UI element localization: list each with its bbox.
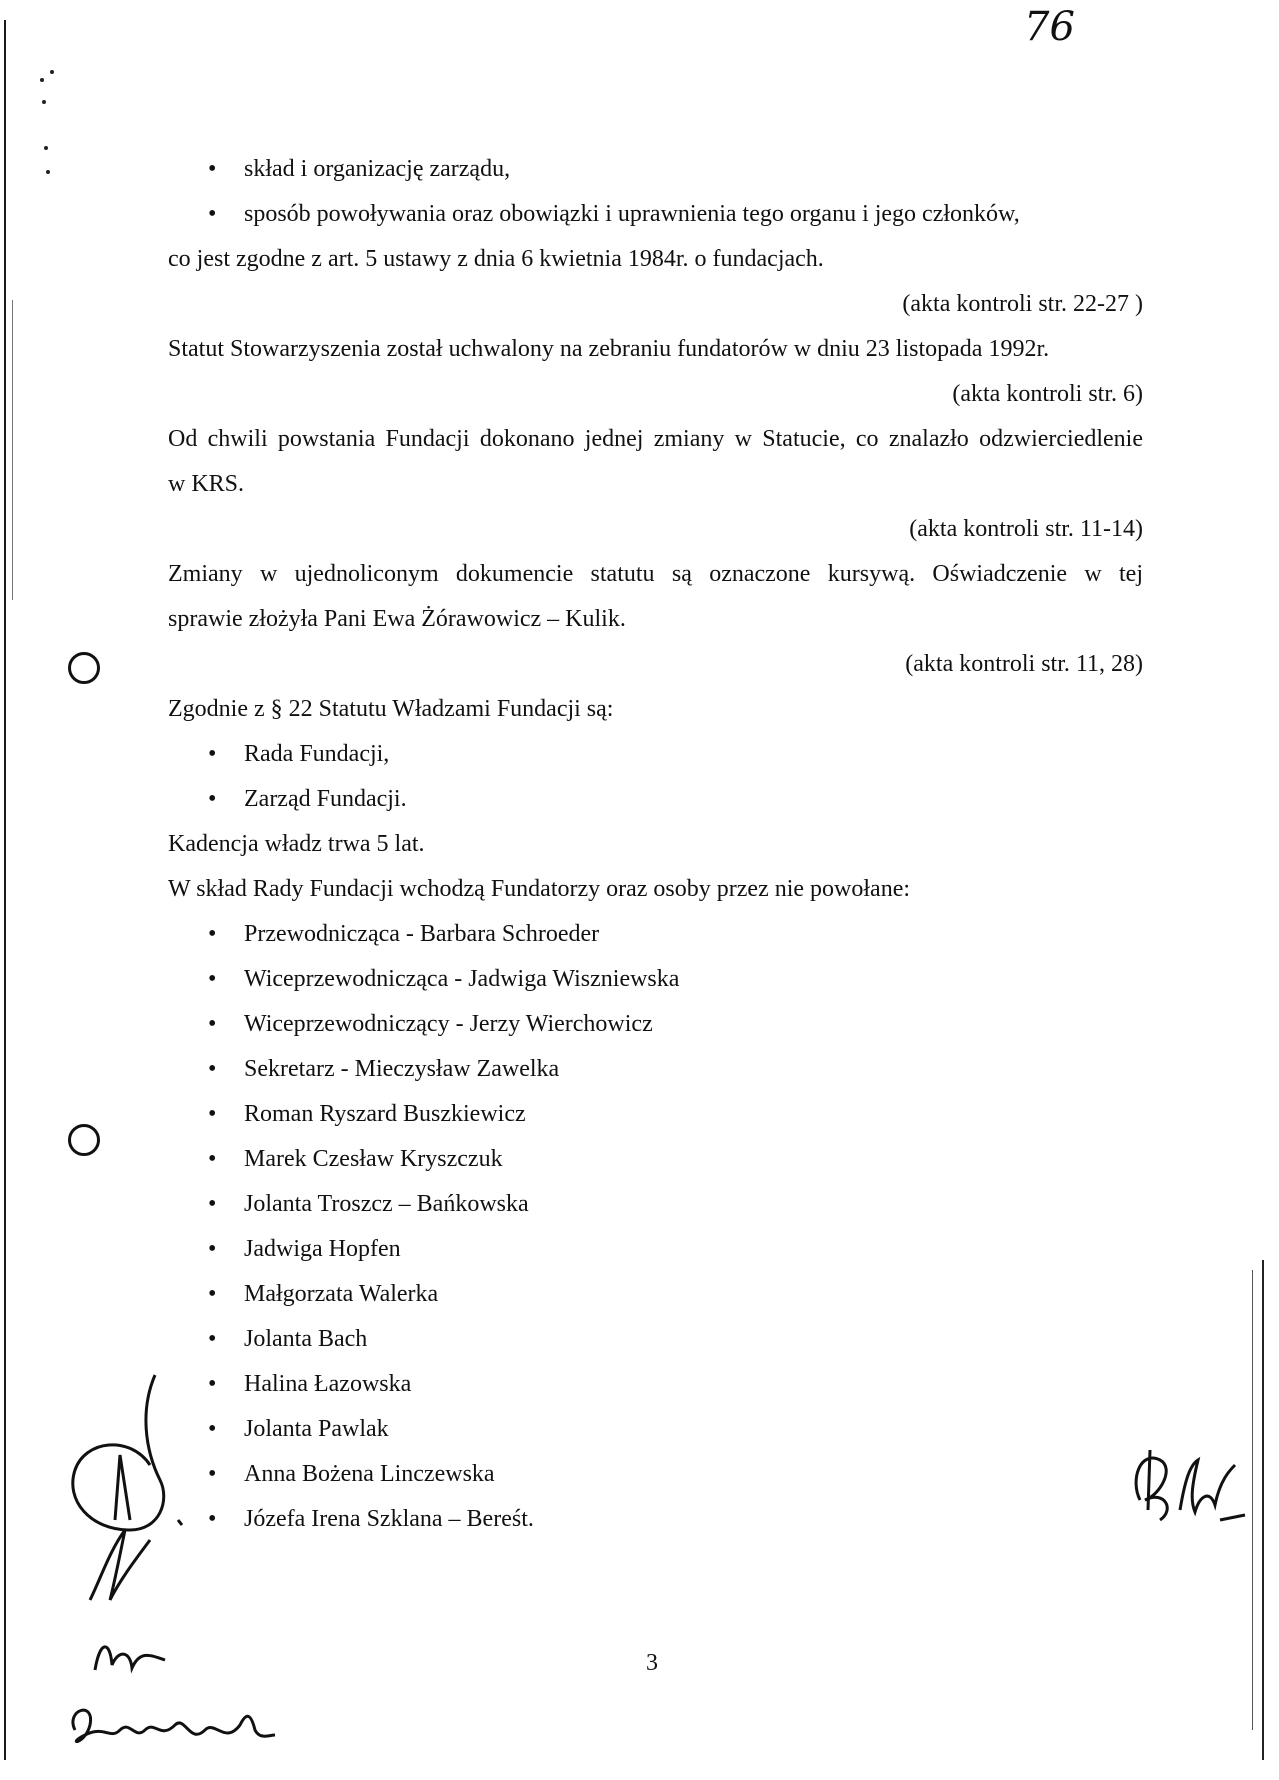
- paragraph: W skład Rady Fundacji wchodzą Fundatorzy oraz osoby przez nie powołane:: [168, 876, 911, 902]
- reference-note: (akta kontroli str. 22-27 ): [902, 291, 1143, 317]
- list-item: • Halina Łazowska: [168, 1362, 1143, 1407]
- document-body: [168, 147, 1143, 1542]
- list-item: • sposób powoływania oraz obowiązki i uprawnienia tego organu i jego członków,: [168, 192, 1143, 237]
- scan-speck: [40, 78, 44, 82]
- paragraph: sprawie złożyła Pani Ewa Żórawowicz – Kulik.: [168, 606, 626, 632]
- handwritten-page-mark: 76: [1024, 4, 1075, 50]
- list-item: • Przewodnicząca - Barbara Schroeder: [168, 912, 1143, 957]
- signature-right: [1120, 1440, 1250, 1530]
- punch-hole-top: [68, 652, 100, 684]
- scan-edge-left: [4, 20, 6, 1760]
- list-item: • Jolanta Pawlak: [168, 1407, 1143, 1452]
- list-item: • Sekretarz - Mieczysław Zawelka: [168, 1047, 1143, 1092]
- scan-speck: [46, 170, 50, 174]
- paragraph: co jest zgodne z art. 5 ustawy z dnia 6 kwietnia 1984r. o fundacjach.: [168, 246, 824, 272]
- scan-speck: [42, 100, 46, 104]
- paragraph: Zgodnie z § 22 Statutu Władzami Fundacji są:: [168, 696, 614, 722]
- signature-bottom-left: [65, 1690, 295, 1760]
- scan-edge-left-faint: [12, 300, 13, 600]
- page-number: 3: [646, 1650, 658, 1676]
- reference-note: (akta kontroli str. 11, 28): [905, 651, 1143, 677]
- signature-circle-mark: [60, 1370, 200, 1540]
- reference-note: (akta kontroli str. 11-14): [909, 516, 1143, 542]
- list-item: • Jolanta Bach: [168, 1317, 1143, 1362]
- scan-speck: [44, 146, 48, 150]
- signature-initials-left: [80, 1520, 170, 1610]
- list-item: • Roman Ryszard Buszkiewicz: [168, 1092, 1143, 1137]
- scan-edge-right-faint: [1252, 1270, 1253, 1730]
- list-item: • Zarząd Fundacji.: [168, 777, 1143, 822]
- signature-short: [90, 1630, 170, 1680]
- list-item: • Józefa Irena Szklana – Bereśt.: [168, 1497, 1143, 1542]
- paragraph: Kadencja władz trwa 5 lat.: [168, 831, 425, 857]
- list-item: • Anna Bożena Linczewska: [168, 1452, 1143, 1497]
- paragraph: Zmiany w ujednoliconym dokumencie statutu są oznaczone kursywą. Oświadczenie w tej: [168, 561, 1143, 587]
- list-item: • Wiceprzewodnicząca - Jadwiga Wiszniewska: [168, 957, 1143, 1002]
- list-item: • Jadwiga Hopfen: [168, 1227, 1143, 1272]
- list-item: • Marek Czesław Kryszczuk: [168, 1137, 1143, 1182]
- paragraph: Statut Stowarzyszenia został uchwalony na zebraniu fundatorów w dniu 23 listopada 1992r.: [168, 336, 1050, 362]
- paragraph: Od chwili powstania Fundacji dokonano jednej zmiany w Statucie, co znalazło odzwierciedlenie: [168, 426, 1143, 452]
- list-item: • Wiceprzewodniczący - Jerzy Wierchowicz: [168, 1002, 1143, 1047]
- list-item: • Rada Fundacji,: [168, 732, 1143, 777]
- scan-speck: [50, 70, 54, 74]
- reference-note: (akta kontroli str. 6): [952, 381, 1143, 407]
- paragraph: w KRS.: [168, 471, 245, 497]
- scan-edge-right: [1262, 1260, 1264, 1760]
- list-item: • Małgorzata Walerka: [168, 1272, 1143, 1317]
- punch-hole-bottom: [68, 1124, 100, 1156]
- list-item: • Jolanta Troszcz – Bańkowska: [168, 1182, 1143, 1227]
- list-item: • skład i organizację zarządu,: [168, 147, 1143, 192]
